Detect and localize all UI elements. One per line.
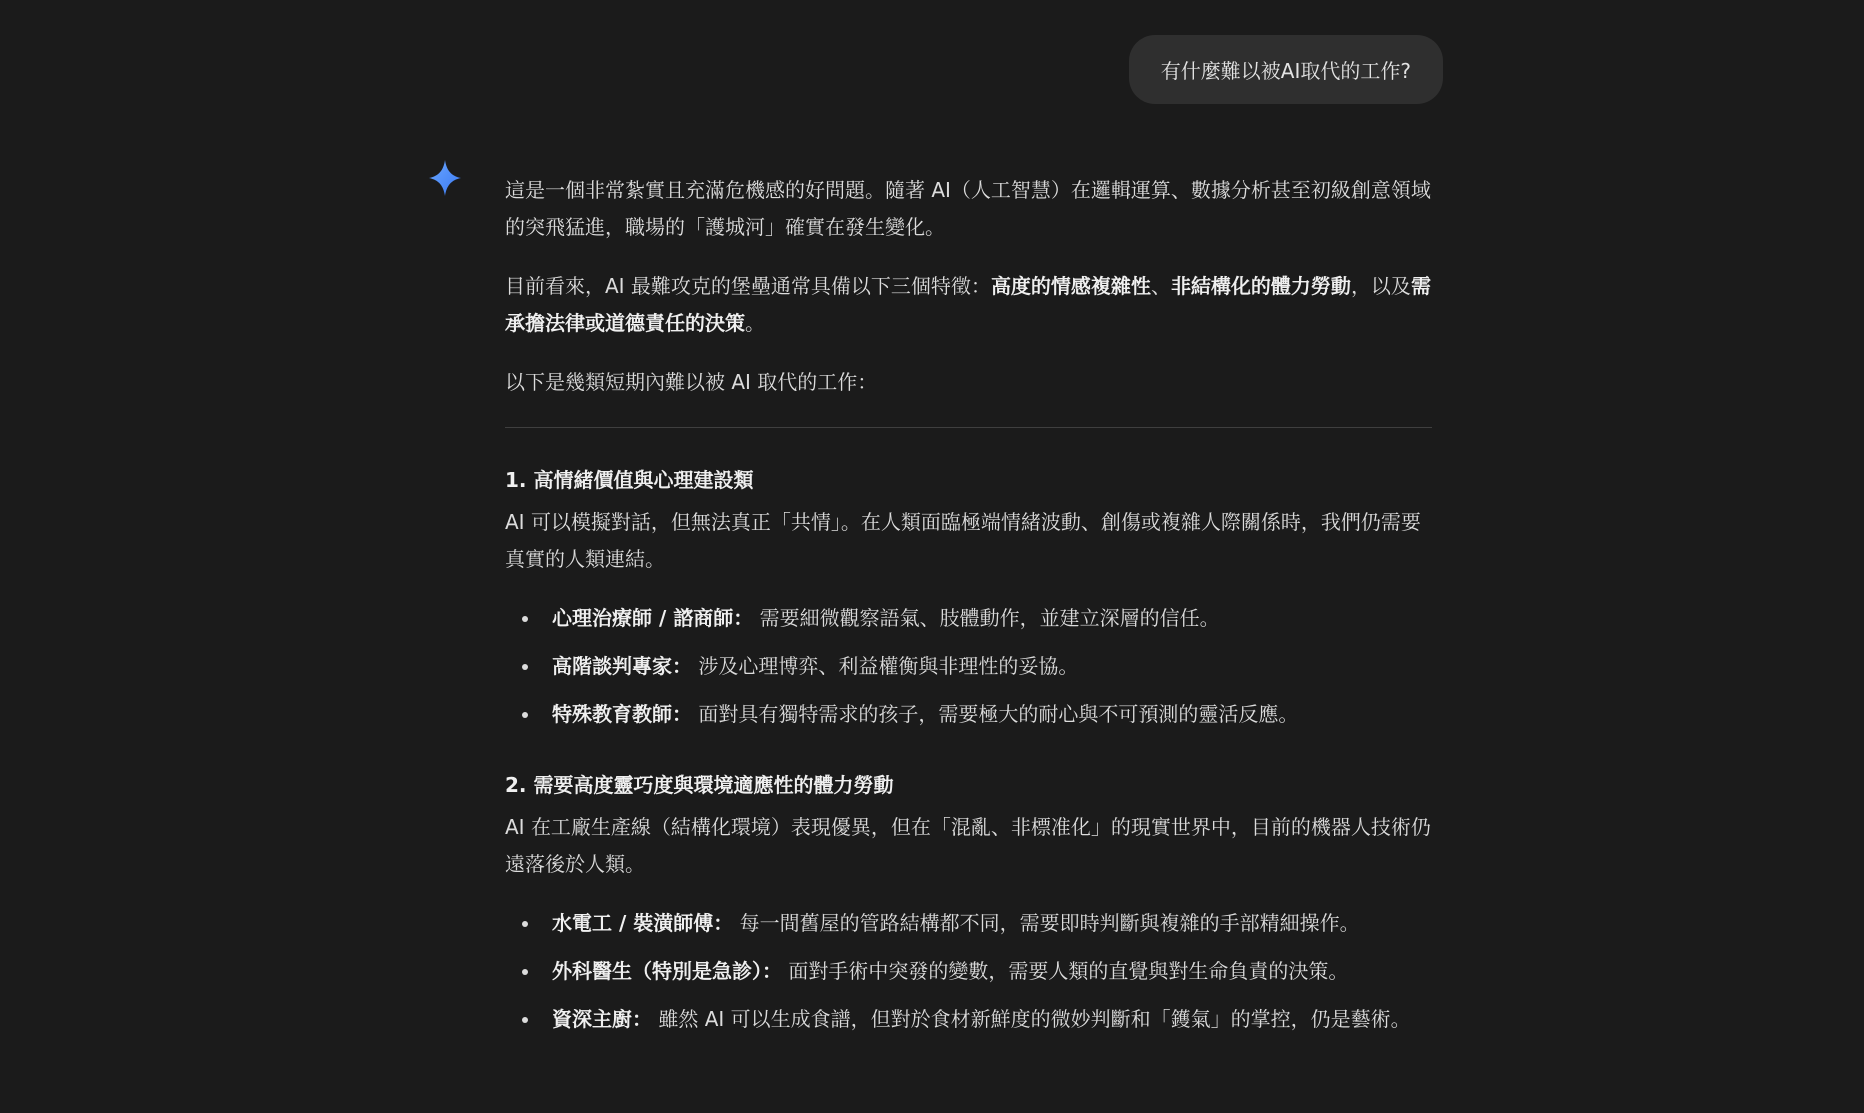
job-label: 資深主廚： [552,1007,652,1031]
job-label: 水電工 / 裝潢師傅： [552,911,734,935]
job-text: 雖然 AI 可以生成食譜，但對於食材新鮮度的微妙判斷和「鑊氣」的掌控，仍是藝術。 [658,1007,1411,1031]
list-item [505,648,1432,685]
traits-suffix: 。 [745,311,765,335]
section-title: 2. 需要高度靈巧度與環境適應性的體力勞動 [505,773,894,797]
section-2 [505,767,1432,1038]
trait-emotional: 高度的情感複雜性 [990,274,1151,298]
bullet-icon [522,921,528,927]
job-list [505,905,1432,1038]
traits-prefix: 目前看來，AI 最難攻克的堡壘通常具備以下三個特徵： [505,274,991,298]
list-item [505,905,1432,942]
job-label: 高階談判專家： [552,654,692,678]
job-label: 特殊教育教師： [552,702,692,726]
section-1 [505,462,1432,733]
job-list [505,600,1432,733]
job-text: 面對手術中突發的變數，需要人類的直覺與對生命負責的決策。 [788,959,1349,983]
trait-separator: ，以及 [1350,274,1411,298]
list-item [505,953,1432,990]
response-intro: 這是一個非常紮實且充滿危機感的好問題。隨著 AI（人工智慧）在邏輯運算、數據分析甚至初級創意領域的突飛猛進，職場的「護城河」確實在發生變化。 [505,178,1431,239]
bottom-edge [0,1105,1864,1113]
bullet-icon [522,712,528,718]
assistant-response [505,172,1432,1072]
response-list-intro: 以下是幾類短期內難以被 AI 取代的工作： [505,370,878,394]
trait-responsibility: 需承擔法律或道德責任的決策 [505,274,1431,335]
response-traits [505,268,1432,342]
job-label: 外科醫生（特別是急診）： [552,959,782,983]
user-message-bubble [1129,35,1443,104]
bullet-icon [522,616,528,622]
bullet-icon [522,1017,528,1023]
trait-separator: 、 [1150,274,1171,298]
bullet-icon [522,969,528,975]
section-divider [505,427,1432,428]
job-text: 每一間舊屋的管路結構都不同，需要即時判斷與複雜的手部精細操作。 [739,911,1360,935]
job-text: 涉及心理博弈、利益權衡與非理性的妥協。 [698,654,1079,678]
job-text: 需要細微觀察語氣、肢體動作，並建立深層的信任。 [759,606,1220,630]
job-text: 面對具有獨特需求的孩子，需要極大的耐心與不可預測的靈活反應。 [698,702,1299,726]
list-item [505,1001,1432,1038]
section-title: 1. 高情緒價值與心理建設類 [505,468,754,492]
section-description: AI 可以模擬對話，但無法真正「共情」。在人類面臨極端情緒波動、創傷或複雜人際關係時，我們仍需要真實的人類連結。 [505,510,1421,571]
section-description: AI 在工廠生產線（結構化環境）表現優異，但在「混亂、非標准化」的現實世界中，目前的機器人技術仍遠落後於人類。 [505,815,1431,876]
bullet-icon [522,664,528,670]
trait-physical: 非結構化的體力勞動 [1170,274,1351,298]
list-item [505,600,1432,637]
list-item [505,696,1432,733]
user-message-text: 有什麼難以被AI取代的工作? [1160,59,1411,83]
job-label: 心理治療師 / 諮商師： [552,606,754,630]
gemini-sparkle-icon [429,160,461,196]
